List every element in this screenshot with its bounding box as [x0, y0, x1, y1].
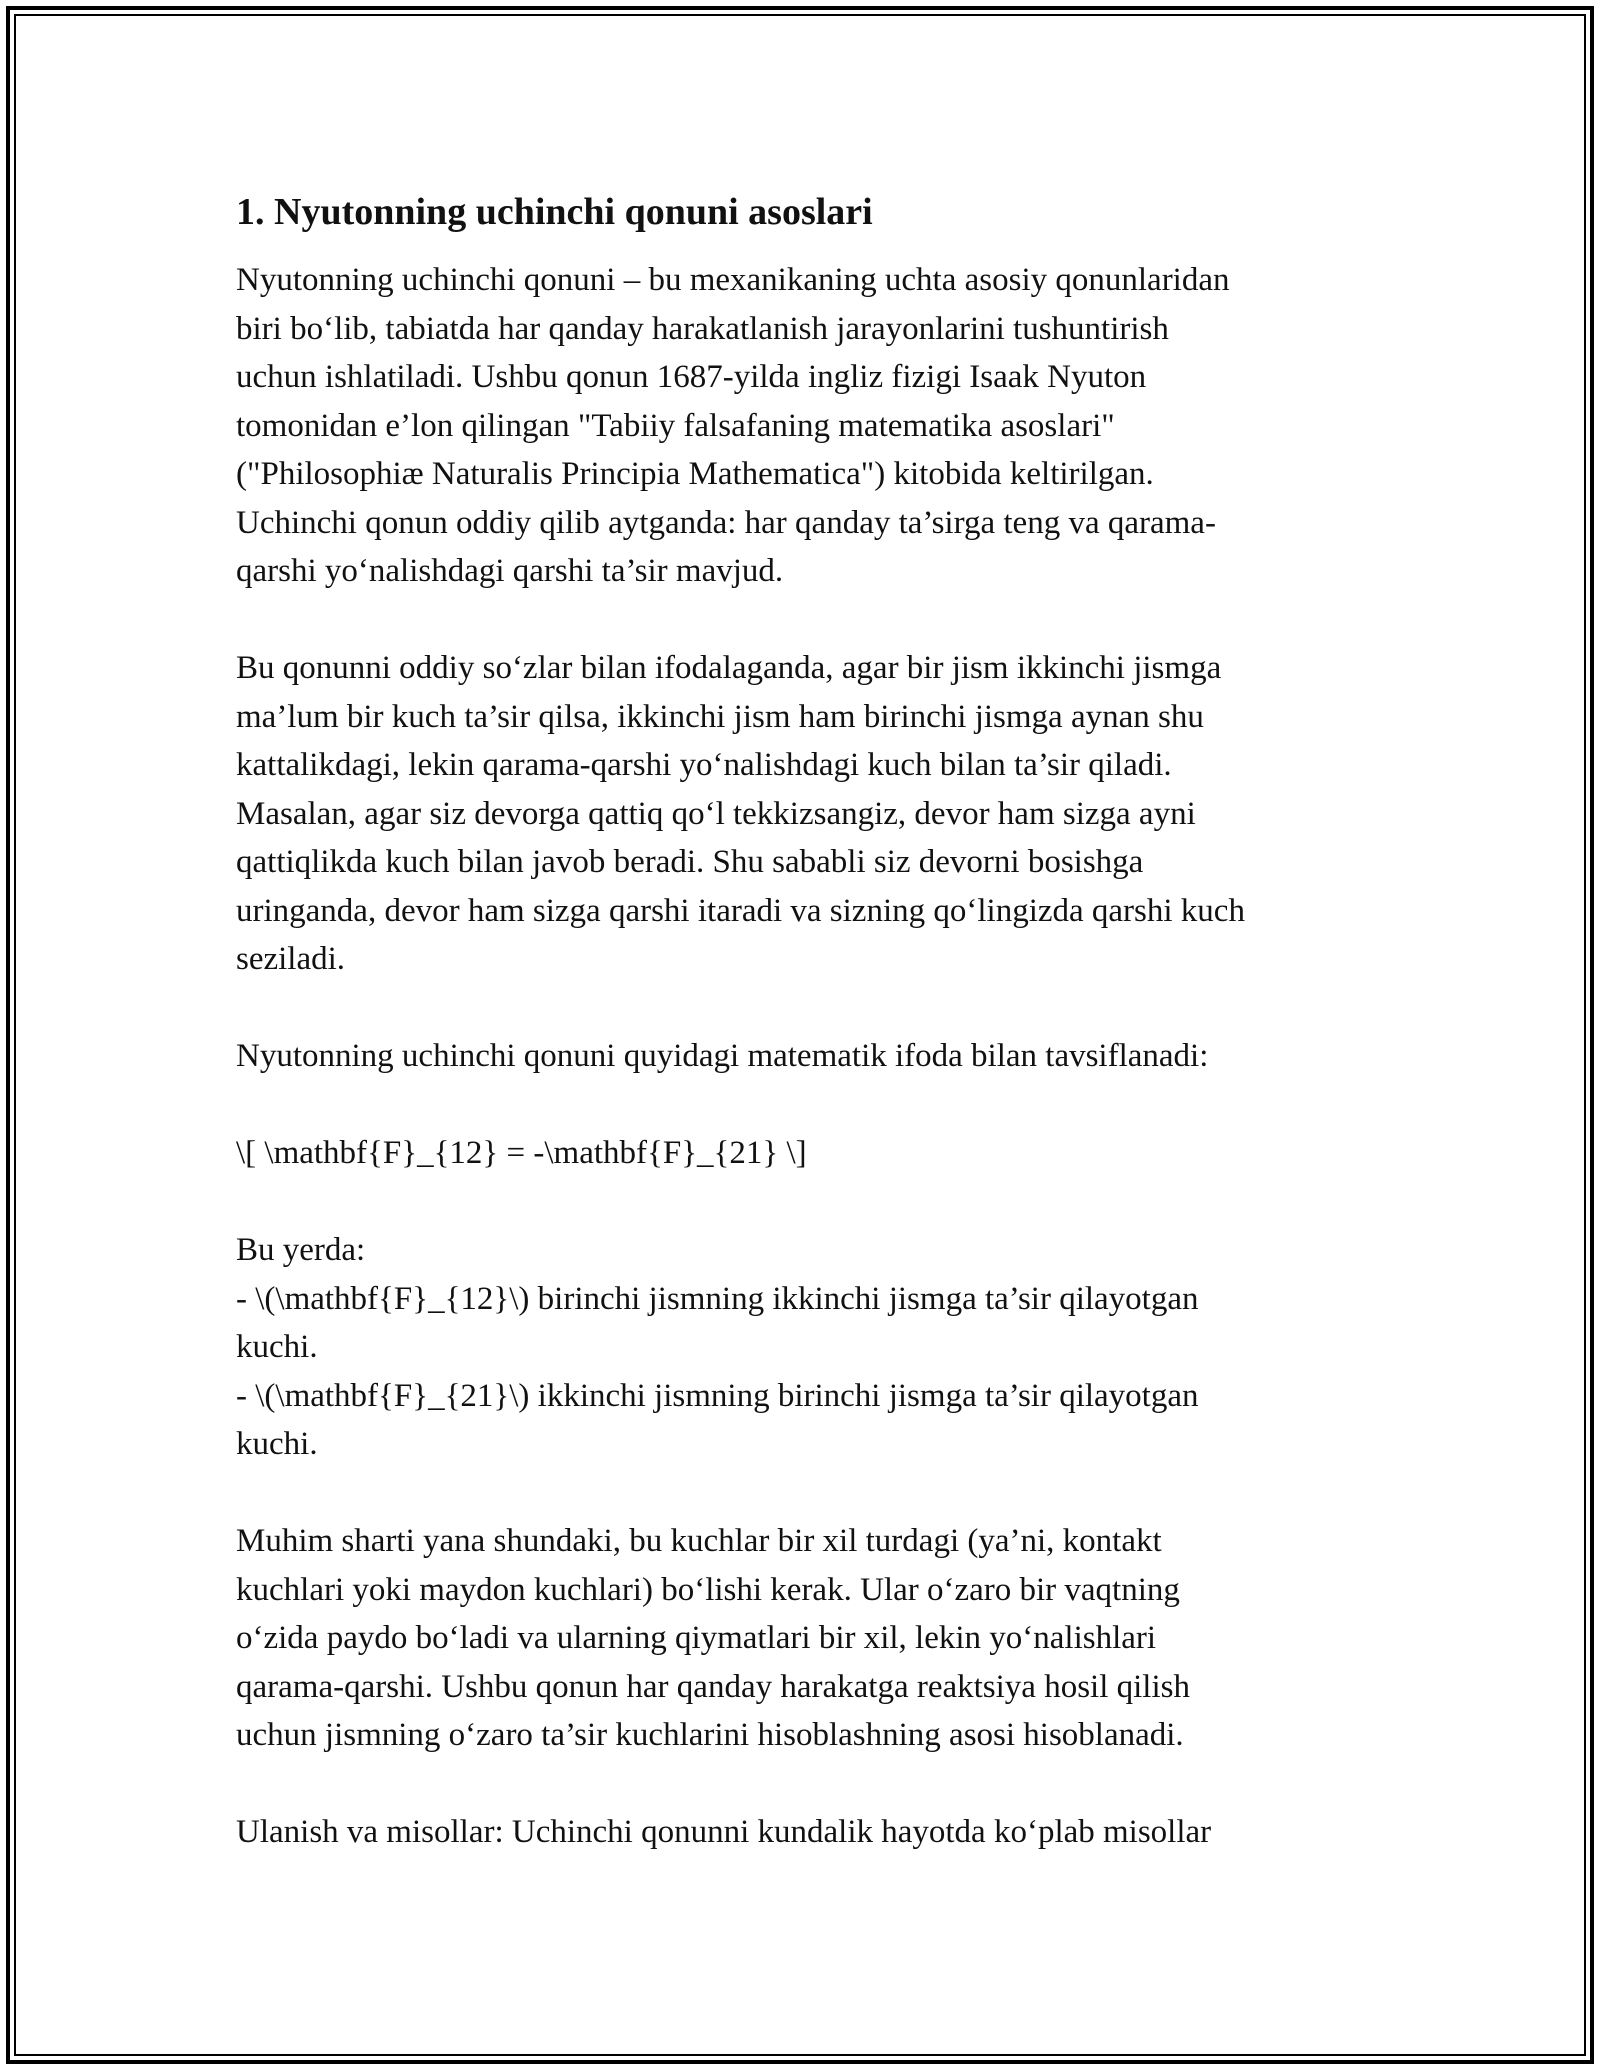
paragraph-line: biri bo‘lib, tabiatda har qanday harakatlanish jarayonlarini tushuntirish: [236, 310, 1169, 347]
paragraph-line: ("Philosophiæ Naturalis Principia Mathematica") kitobida keltirilgan.: [236, 456, 1154, 492]
paragraph-line: Muhim sharti yana shundaki, bu kuchlar bir xil turdagi (ya’ni, kontakt: [236, 1523, 1162, 1559]
paragraph-line: ma’lum bir kuch ta’sir qilsa, ikkinchi jism ham birinchi jismga aynan shu: [236, 698, 1204, 735]
formula-line: \[ \mathbf{F}_{12} = -\mathbf{F}_{21} \]: [236, 1135, 807, 1171]
paragraph-line: qattiqlikda kuch bilan javob beradi. Shu sababli siz devorni bosishga: [236, 844, 1144, 880]
paragraph-line: Uchinchi qonun oddiy qilib aytganda: har qanday ta’sirga teng va qarama-: [236, 504, 1216, 541]
paragraph-line: o‘zida paydo bo‘ladi va ularning qiymatlari bir xil, lekin yo‘nalishlari: [236, 1620, 1157, 1656]
paragraph-line: kattalikdagi, lekin qarama-qarshi yo‘nalishdagi kuch bilan ta’sir qiladi.: [236, 747, 1172, 783]
paragraph-intro: [236, 256, 1386, 596]
paragraph-definitions: [236, 1226, 1386, 1469]
paragraph-line: qarama-qarshi. Ushbu qonun har qanday harakatga reaktsiya hosil qilish: [236, 1668, 1190, 1705]
list-item-line: kuchi.: [236, 1329, 318, 1365]
list-item-line: - \(\mathbf{F}_{21}\) ikkinchi jismning birinchi jismga ta’sir qilayotgan: [236, 1377, 1199, 1414]
paragraph-line: Bu yerda:: [236, 1232, 366, 1268]
document-body: [236, 188, 1386, 1905]
list-item-line: - \(\mathbf{F}_{12}\) birinchi jismning ikkinchi jismga ta’sir qilayotgan: [236, 1280, 1199, 1317]
paragraph-examples: [236, 1808, 1386, 1857]
paragraph-line: Ulanish va misollar: Uchinchi qonunni kundalik hayotda ko‘plab misollar: [236, 1814, 1212, 1850]
paragraph-explanation: [236, 644, 1386, 984]
formula-block: [236, 1129, 1386, 1178]
paragraph-line: uchun jismning o‘zaro ta’sir kuchlarini hisoblashning asosi hisoblanadi.: [236, 1717, 1184, 1753]
paragraph-line: uringanda, devor ham sizga qarshi itaradi va sizning qo‘lingizda qarshi kuch: [236, 892, 1245, 929]
paragraph-line: kuchlari yoki maydon kuchlari) bo‘lishi kerak. Ular o‘zaro bir vaqtning: [236, 1571, 1180, 1608]
paragraph-line: Nyutonning uchinchi qonuni quyidagi matematik ifoda bilan tavsiflanadi:: [236, 1038, 1209, 1074]
paragraph-line: Bu qonunni oddiy so‘zlar bilan ifodalaganda, agar bir jism ikkinchi jismga: [236, 650, 1222, 686]
paragraph-line: uchun ishlatiladi. Ushbu qonun 1687-yilda ingliz fizigi Isaak Nyuton: [236, 359, 1147, 395]
paragraph-condition: [236, 1517, 1386, 1760]
paragraph-formula-intro: [236, 1032, 1386, 1081]
paragraph-line: qarshi yo‘nalishdagi qarshi ta’sir mavjud.: [236, 553, 784, 589]
list-item-line: kuchi.: [236, 1426, 318, 1462]
paragraph-line: Nyutonning uchinchi qonuni – bu mexanikaning uchta asosiy qonunlaridan: [236, 262, 1230, 298]
paragraph-line: Masalan, agar siz devorga qattiq qo‘l tekkizsangiz, devor ham sizga ayni: [236, 795, 1196, 832]
paragraph-line: tomonidan e’lon qilingan "Tabiiy falsafaning matematika asoslari": [236, 407, 1115, 444]
paragraph-line: seziladi.: [236, 941, 346, 977]
section-heading: 1. Nyutonning uchinchi qonuni asoslari: [236, 191, 873, 233]
